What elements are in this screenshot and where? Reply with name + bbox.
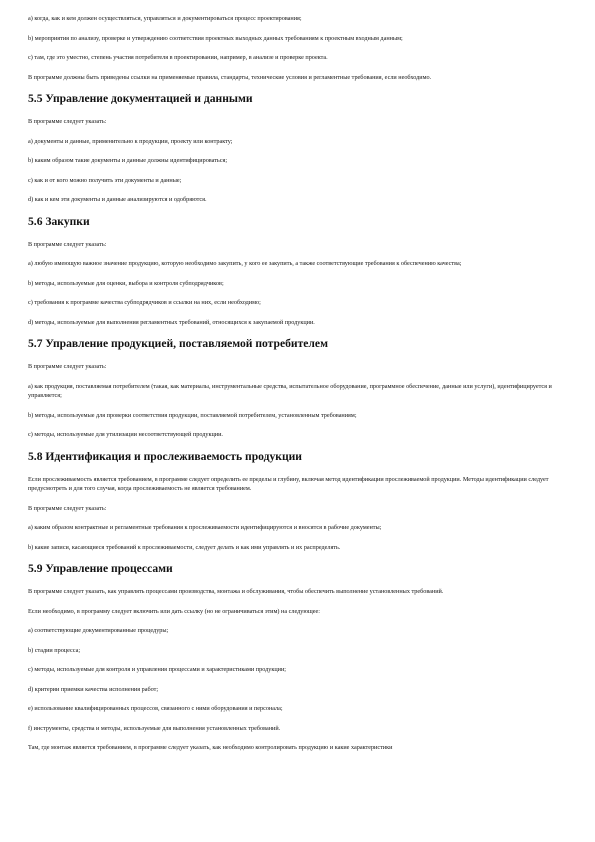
paragraph: a) соответствующие документированные процедуры; <box>28 627 169 634</box>
paragraph: В программе следует указать: <box>28 363 107 370</box>
paragraph: Там, где монтаж является требованием, в программе следует указать, как необходимо контролировать продукцию и какие характеристики <box>28 744 393 751</box>
section-heading-5-7: 5.7 Управление продукцией, поставляемой потребителем <box>28 337 328 350</box>
paragraph: c) методы, используемые для утилизации несоответствующей продукции. <box>28 431 223 438</box>
paragraph: c) как и от кого можно получить эти документы и данные; <box>28 176 182 184</box>
paragraph: b) стадии процесса; <box>28 646 81 654</box>
paragraph: В программе следует указать: <box>28 504 107 512</box>
paragraph: b) какие записи, касающиеся требований к прослеживаемости, следует делать и как ими управлять и их распределять. <box>28 543 341 551</box>
paragraph: Если прослеживаемость является требованием, в программе следует определить ее пределы и глубину, включая метод идентификации прослеживаемой продукции. Методы идентификации следует предусмотреть и для того случая, когда прослеживаемость не является требованием. <box>28 475 549 492</box>
section-heading-5-8: 5.8 Идентификация и прослеживаемость продукции <box>28 449 302 463</box>
paragraph: В программе следует указать, как управлять процессами производства, монтажа и обслуживания, чтобы обеспечить выполнение установленных требований. <box>28 588 444 595</box>
paragraph: В программе следует указать: <box>28 118 107 125</box>
section-heading-5-5: 5.5 Управление документацией и данными <box>28 92 253 105</box>
paragraph: e) использование квалифицированных процессов, связанного с ними оборудования и персонала; <box>28 705 283 712</box>
paragraph: c) методы, используемые для контроля и управления процессами и характеристиками продукции; <box>28 666 287 673</box>
paragraph: b) методы, используемые для оценки, выбора и контроля субподрядчиков; <box>28 279 224 287</box>
paragraph: a) каким образом контрактные и регламентные требования к прослеживаемости идентифицируются и вносятся в рабочие документы; <box>28 524 382 531</box>
paragraph: d) критерии приемки качества исполнения работ; <box>28 685 159 693</box>
section-heading-5-6: 5.6 Закупки <box>28 214 90 228</box>
paragraph: a) как продукция, поставляемая потребителем (такая, как материалы, инструментальные средства, испытательное оборудование, программное обеспечение, данные или услуги), идентифицируется и управляется; <box>28 382 552 399</box>
paragraph: b) мероприятия по анализу, проверке и утверждению соответствия проектных выходных данных требованиям к проектным входным данным; <box>28 34 403 42</box>
section-heading-5-9: 5.9 Управление процессами <box>28 562 173 575</box>
paragraph: В программе следует указать: <box>28 240 107 248</box>
paragraph: f) инструменты, средства и методы, используемые для выполнения установленных требований. <box>28 724 281 732</box>
paragraph: a) документы и данные, применительно к продукции, проекту или контракту; <box>28 137 233 145</box>
paragraph: d) методы, используемые для выполнения регламентных требований, относящихся к закупаемой продукции. <box>28 318 315 326</box>
paragraph: Если необходимо, в программу следует включить или дать ссылку (но не ограничиваться этим) на следующее: <box>28 607 320 615</box>
paragraph: d) как и кем эти документы и данные анализируются и одобряются. <box>28 196 207 203</box>
paragraph: c) там, где это уместно, степень участия потребителя в проектировании, например, в анализе и проверке проекта. <box>28 54 328 61</box>
paragraph: a) когда, как и кем должен осуществляться, управляться и документироваться процесс проектирования; <box>28 15 302 22</box>
paragraph: b) каким образом такие документы и данные должны идентифицироваться; <box>28 157 228 164</box>
paragraph: b) методы, используемые для проверки соответствия продукции, поставляемой потребителем, установленным требованиям; <box>28 411 357 419</box>
paragraph: a) любую имеющую важное значение продукцию, которую необходимо закупить, у кого ее закупить, а также соответствующие требования к обеспечению качества; <box>28 260 462 267</box>
paragraph: c) требования к программе качества субподрядчиков и ссылки на них, если необходимо; <box>28 299 261 306</box>
paragraph: В программе должны быть приведены ссылки на применяемые правила, стандарты, технические условия и регламентные требования, если необходимо. <box>28 73 432 81</box>
